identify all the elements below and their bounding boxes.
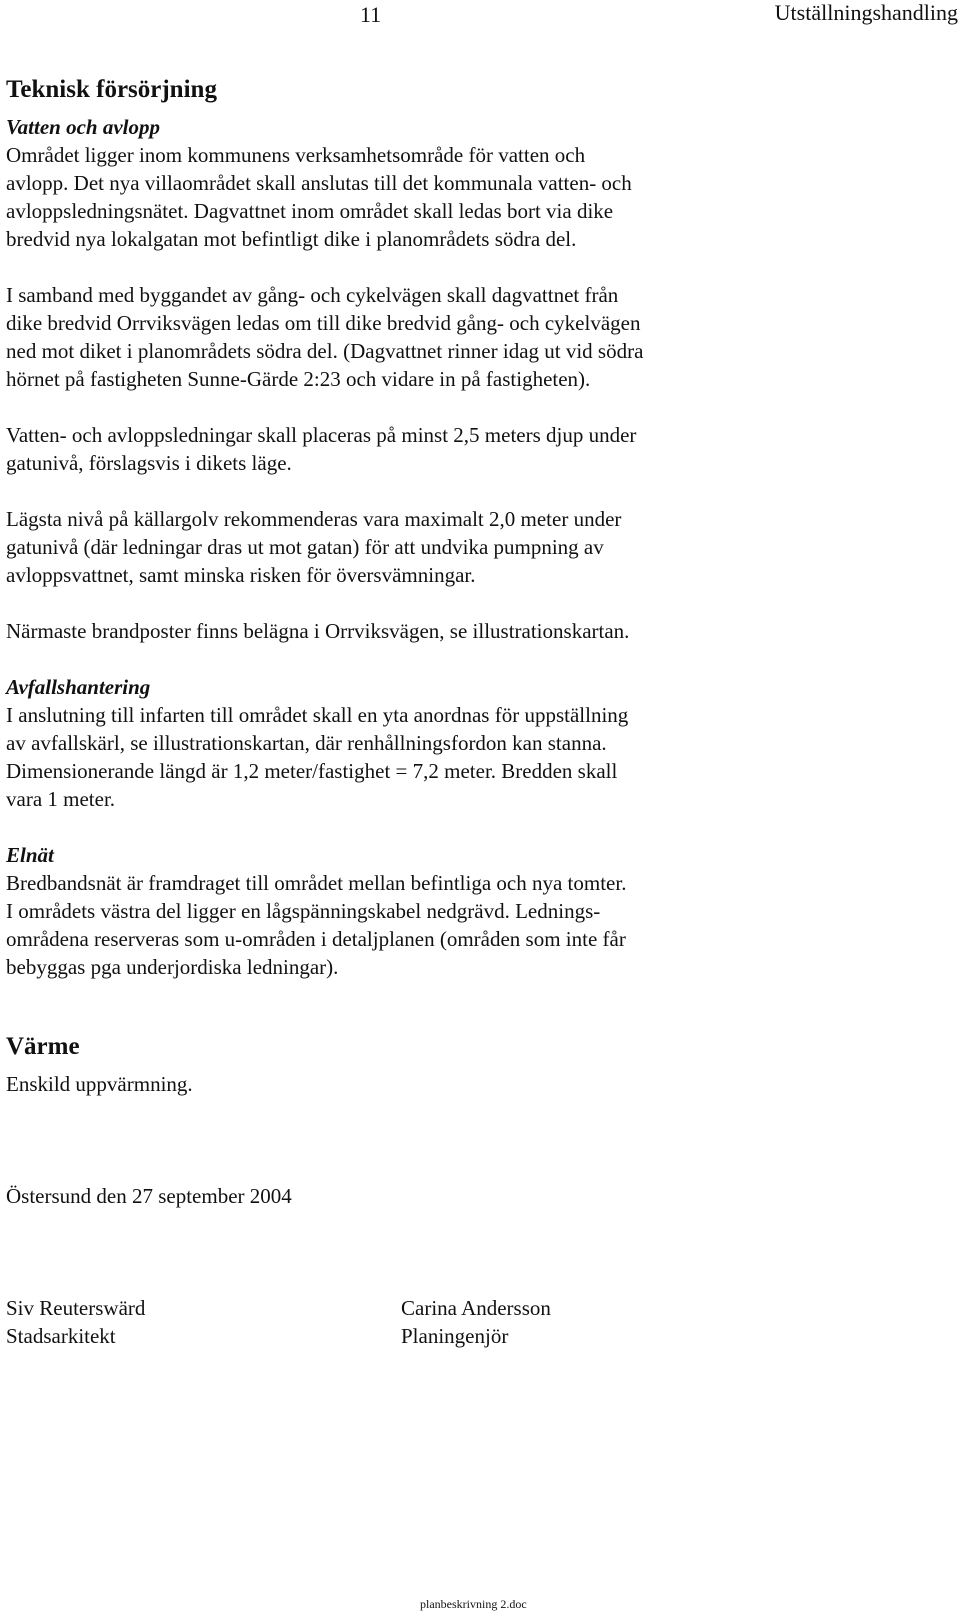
- paragraph-line: gatunivå, förslagsvis i dikets läge.: [6, 451, 292, 475]
- paragraph-line: bebyggas pga underjordiska ledningar).: [6, 955, 339, 979]
- paragraph-line: ned mot diket i planområdets södra del. (Dagvattnet rinner idag ut vid södra: [6, 339, 644, 363]
- signatory-name: Carina Andersson: [401, 1296, 551, 1320]
- page-number: 11: [360, 2, 382, 27]
- signatory-name: Siv Reuterswärd: [6, 1296, 146, 1320]
- paragraph-line: I anslutning till infarten till området skall en yta anordnas för uppställning: [6, 703, 629, 727]
- paragraph-line: gatunivå (där ledningar dras ut mot gatan) för att undvika pumpning av: [6, 535, 604, 559]
- paragraph-line: Bredbandsnät är framdraget till området mellan befintliga och nya tomter.: [6, 871, 627, 895]
- paragraph-line: Närmaste brandposter finns belägna i Orrviksvägen, se illustrationskartan.: [6, 619, 630, 643]
- paragraph-line: Dimensionerande längd är 1,2 meter/fastighet = 7,2 meter. Bredden skall: [6, 759, 618, 783]
- section-title-teknisk-forsorjning: Teknisk försörjning: [6, 76, 217, 103]
- paragraph-line: Lägsta nivå på källargolv rekommenderas vara maximalt 2,0 meter under: [6, 507, 622, 531]
- document-type: Utställningshandling: [774, 0, 958, 25]
- signatory-role: Planingenjör: [401, 1324, 509, 1348]
- section-title-varme: Värme: [6, 1033, 80, 1060]
- subheading-vatten-och-avlopp: Vatten och avlopp: [6, 115, 161, 139]
- paragraph-line: hörnet på fastigheten Sunne-Gärde 2:23 och vidare in på fastigheten).: [6, 367, 591, 391]
- paragraph-line: Området ligger inom kommunens verksamhetsområde för vatten och: [6, 143, 586, 167]
- signatory-role: Stadsarkitekt: [6, 1324, 116, 1348]
- place-and-date: Östersund den 27 september 2004: [6, 1184, 292, 1208]
- paragraph-line: av avfallskärl, se illustrationskartan, där renhållningsfordon kan stanna.: [6, 731, 607, 755]
- subheading-elnat: Elnät: [6, 843, 54, 867]
- paragraph-line: avlopp. Det nya villaområdet skall anslutas till det kommunala vatten- och: [6, 171, 632, 195]
- paragraph-line: Vatten- och avloppsledningar skall placeras på minst 2,5 meters djup under: [6, 423, 637, 447]
- subheading-avfallshantering: Avfallshantering: [6, 675, 151, 699]
- paragraph-line: avloppsvattnet, samt minska risken för översvämningar.: [6, 563, 476, 587]
- paragraph-line: Enskild uppvärmning.: [6, 1072, 193, 1096]
- paragraph-line: I samband med byggandet av gång- och cykelvägen skall dagvattnet från: [6, 283, 619, 307]
- paragraph-line: vara 1 meter.: [6, 787, 116, 811]
- footer-filename: planbeskrivning 2.doc: [420, 1597, 527, 1611]
- paragraph-line: avloppsledningsnätet. Dagvattnet inom området skall ledas bort via dike: [6, 199, 614, 223]
- paragraph-line: bredvid nya lokalgatan mot befintligt dike i planområdets södra del.: [6, 227, 577, 251]
- paragraph-line: områdena reserveras som u-områden i detaljplanen (områden som inte får: [6, 927, 626, 951]
- paragraph-line: I områdets västra del ligger en lågspänningskabel nedgrävd. Lednings-: [6, 899, 601, 923]
- paragraph-line: dike bredvid Orrviksvägen ledas om till dike bredvid gång- och cykelvägen: [6, 311, 641, 335]
